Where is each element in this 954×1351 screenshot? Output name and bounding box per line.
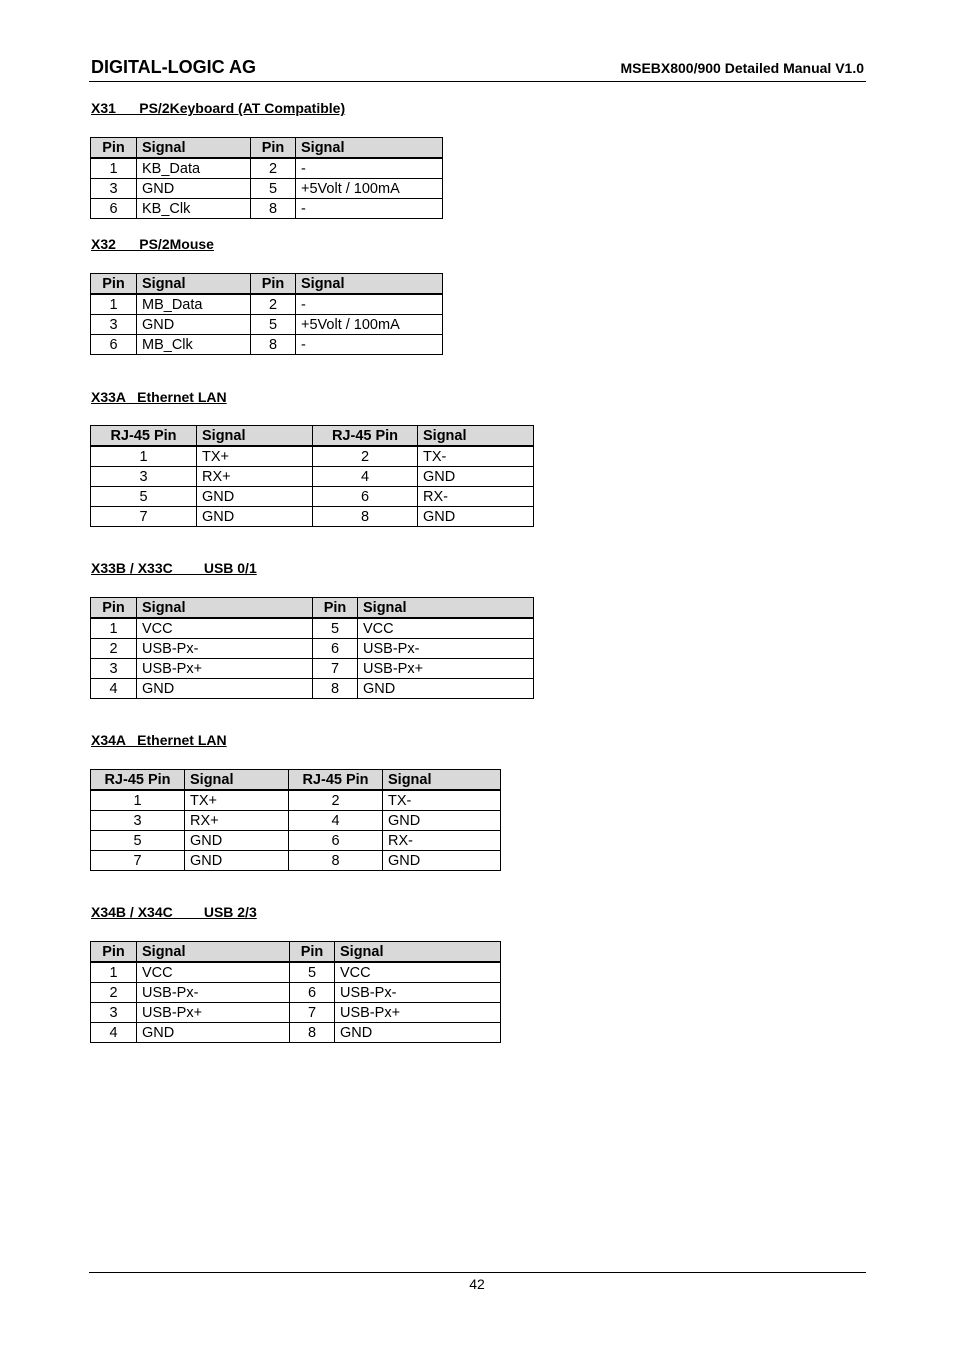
column-header: Pin: [91, 138, 137, 159]
pin-cell: 7: [91, 851, 185, 871]
pin-cell: 3: [91, 179, 137, 199]
column-header: Signal: [418, 426, 534, 447]
table-row: [91, 199, 443, 219]
pin-cell: 3: [91, 659, 137, 679]
pin-cell: 2: [251, 158, 296, 179]
column-header: Pin: [251, 274, 296, 295]
signal-cell: GND: [137, 179, 251, 199]
signal-cell: -: [296, 294, 443, 315]
signal-cell: USB-Px+: [137, 1003, 290, 1023]
signal-cell: MB_Clk: [137, 335, 251, 355]
signal-cell: GND: [137, 315, 251, 335]
table-header-row: [91, 942, 501, 963]
column-header: RJ-45 Pin: [91, 426, 197, 447]
pin-cell: 1: [91, 962, 137, 983]
header-rule: [89, 81, 866, 82]
signal-cell: GND: [418, 507, 534, 527]
signal-cell: TX+: [185, 790, 289, 811]
signal-cell: GND: [335, 1023, 501, 1043]
column-header: Signal: [296, 274, 443, 295]
pin-cell: 8: [251, 199, 296, 219]
section-title-x33b-x33c: X33B / X33C USB 0/1: [91, 560, 257, 576]
table-row: [91, 639, 534, 659]
table-row: [91, 679, 534, 699]
pin-cell: 1: [91, 446, 197, 467]
header-manual-title: MSEBX800/900 Detailed Manual V1.0: [620, 60, 864, 76]
pin-cell: 8: [289, 851, 383, 871]
pinout-table-x33a: [90, 425, 534, 527]
signal-cell: GND: [197, 487, 313, 507]
table-row: [91, 446, 534, 467]
pin-cell: 4: [91, 1023, 137, 1043]
table-row: [91, 851, 501, 871]
pin-cell: 6: [91, 335, 137, 355]
pin-cell: 6: [91, 199, 137, 219]
signal-cell: USB-Px+: [335, 1003, 501, 1023]
table-row: [91, 983, 501, 1003]
pin-cell: 2: [251, 294, 296, 315]
pin-cell: 1: [91, 790, 185, 811]
signal-cell: RX+: [185, 811, 289, 831]
signal-cell: USB-Px-: [137, 983, 290, 1003]
column-header: Pin: [313, 598, 358, 619]
pin-cell: 5: [290, 962, 335, 983]
section-title-x31: X31 PS/2Keyboard (AT Compatible): [91, 100, 346, 116]
signal-cell: USB-Px+: [137, 659, 313, 679]
pin-cell: 1: [91, 618, 137, 639]
signal-cell: GND: [383, 811, 501, 831]
table-row: [91, 1003, 501, 1023]
signal-cell: VCC: [137, 618, 313, 639]
signal-cell: RX+: [197, 467, 313, 487]
table-row: [91, 659, 534, 679]
column-header: Signal: [335, 942, 501, 963]
pin-cell: 4: [289, 811, 383, 831]
table-row: [91, 179, 443, 199]
signal-cell: GND: [358, 679, 534, 699]
pin-cell: 3: [91, 811, 185, 831]
signal-cell: VCC: [137, 962, 290, 983]
signal-cell: -: [296, 158, 443, 179]
section-title-x34a: X34A Ethernet LAN: [91, 732, 227, 748]
column-header: Pin: [290, 942, 335, 963]
signal-cell: GND: [137, 1023, 290, 1043]
table-row: [91, 962, 501, 983]
signal-cell: USB-Px-: [358, 639, 534, 659]
column-header: Pin: [91, 942, 137, 963]
pinout-table-x31: [90, 137, 443, 219]
pin-cell: 4: [91, 679, 137, 699]
table-row: [91, 158, 443, 179]
column-header: Pin: [91, 274, 137, 295]
signal-cell: USB-Px-: [137, 639, 313, 659]
signal-cell: MB_Data: [137, 294, 251, 315]
pin-cell: 8: [313, 679, 358, 699]
pin-cell: 8: [290, 1023, 335, 1043]
page-number: 42: [469, 1276, 485, 1292]
table-row: [91, 315, 443, 335]
section-title-x33a: X33A Ethernet LAN: [91, 389, 227, 405]
signal-cell: KB_Clk: [137, 199, 251, 219]
column-header: Signal: [137, 138, 251, 159]
section-title-x34b-x34c: X34B / X34C USB 2/3: [91, 904, 257, 920]
signal-cell: USB-Px-: [335, 983, 501, 1003]
signal-cell: GND: [197, 507, 313, 527]
signal-cell: VCC: [358, 618, 534, 639]
pin-cell: 5: [313, 618, 358, 639]
table-row: [91, 487, 534, 507]
signal-cell: +5Volt / 100mA: [296, 315, 443, 335]
column-header: RJ-45 Pin: [91, 770, 185, 791]
signal-cell: GND: [383, 851, 501, 871]
table-row: [91, 467, 534, 487]
column-header: RJ-45 Pin: [289, 770, 383, 791]
table-header-row: [91, 138, 443, 159]
column-header: Signal: [296, 138, 443, 159]
pin-cell: 6: [313, 487, 418, 507]
pin-cell: 2: [91, 639, 137, 659]
pin-cell: 8: [313, 507, 418, 527]
table-header-row: [91, 598, 534, 619]
signal-cell: +5Volt / 100mA: [296, 179, 443, 199]
pin-cell: 8: [251, 335, 296, 355]
pin-cell: 2: [91, 983, 137, 1003]
column-header: Pin: [251, 138, 296, 159]
pin-cell: 6: [290, 983, 335, 1003]
pin-cell: 3: [91, 1003, 137, 1023]
pin-cell: 1: [91, 158, 137, 179]
column-header: RJ-45 Pin: [313, 426, 418, 447]
pinout-table-x34b-x34c: [90, 941, 501, 1043]
pin-cell: 4: [313, 467, 418, 487]
pin-cell: 7: [91, 507, 197, 527]
pin-cell: 6: [289, 831, 383, 851]
column-header: Signal: [137, 598, 313, 619]
pin-cell: 1: [91, 294, 137, 315]
pin-cell: 5: [251, 315, 296, 335]
table-row: [91, 811, 501, 831]
column-header: Pin: [91, 598, 137, 619]
pin-cell: 6: [313, 639, 358, 659]
column-header: Signal: [137, 942, 290, 963]
pinout-table-x33b-x33c: [90, 597, 534, 699]
pinout-table-x32: [90, 273, 443, 355]
column-header: Signal: [185, 770, 289, 791]
signal-cell: RX-: [418, 487, 534, 507]
table-header-row: [91, 426, 534, 447]
table-row: [91, 790, 501, 811]
signal-cell: USB-Px+: [358, 659, 534, 679]
signal-cell: GND: [185, 851, 289, 871]
signal-cell: GND: [185, 831, 289, 851]
table-row: [91, 294, 443, 315]
header-company: DIGITAL-LOGIC AG: [91, 57, 256, 77]
signal-cell: KB_Data: [137, 158, 251, 179]
signal-cell: GND: [137, 679, 313, 699]
table-header-row: [91, 770, 501, 791]
pin-cell: 2: [289, 790, 383, 811]
table-row: [91, 618, 534, 639]
signal-cell: VCC: [335, 962, 501, 983]
signal-cell: -: [296, 199, 443, 219]
pin-cell: 2: [313, 446, 418, 467]
table-row: [91, 831, 501, 851]
signal-cell: TX-: [383, 790, 501, 811]
pin-cell: 7: [313, 659, 358, 679]
table-row: [91, 1023, 501, 1043]
pinout-table-x34a: [90, 769, 501, 871]
signal-cell: -: [296, 335, 443, 355]
signal-cell: GND: [418, 467, 534, 487]
pin-cell: 5: [91, 487, 197, 507]
pin-cell: 3: [91, 467, 197, 487]
table-row: [91, 335, 443, 355]
table-header-row: [91, 274, 443, 295]
pin-cell: 7: [290, 1003, 335, 1023]
column-header: Signal: [137, 274, 251, 295]
pin-cell: 3: [91, 315, 137, 335]
table-row: [91, 507, 534, 527]
column-header: Signal: [197, 426, 313, 447]
signal-cell: TX+: [197, 446, 313, 467]
signal-cell: RX-: [383, 831, 501, 851]
section-title-x32: X32 PS/2Mouse: [91, 236, 214, 252]
footer-rule: [89, 1272, 866, 1273]
pin-cell: 5: [91, 831, 185, 851]
column-header: Signal: [358, 598, 534, 619]
column-header: Signal: [383, 770, 501, 791]
signal-cell: TX-: [418, 446, 534, 467]
pin-cell: 5: [251, 179, 296, 199]
